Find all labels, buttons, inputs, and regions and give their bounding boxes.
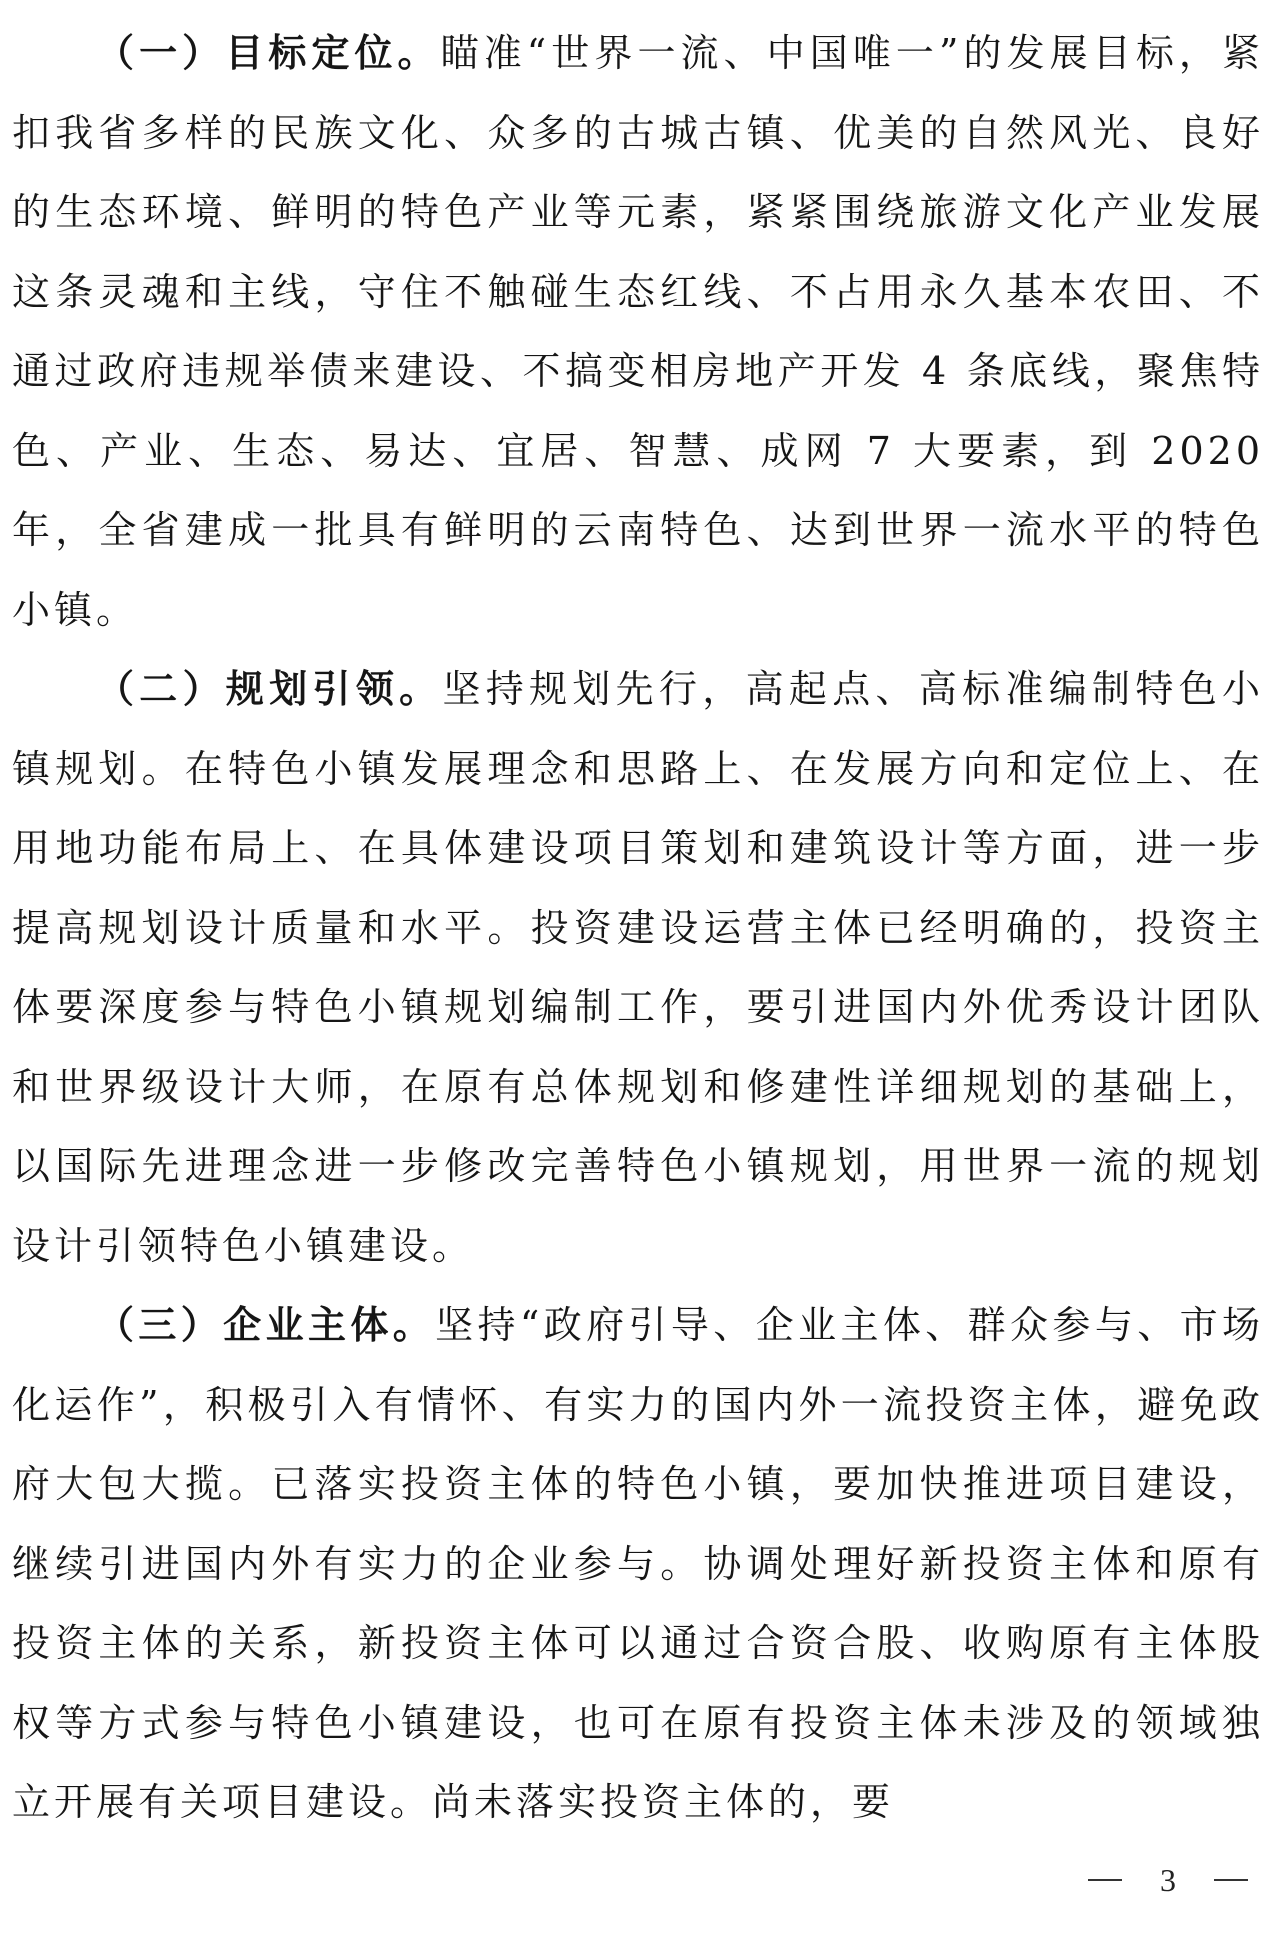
page-number-footer — [1088, 1860, 1248, 1900]
document-body — [12, 14, 1264, 1843]
paragraph-body: 坚持“政府引导、企业主体、群众参与、市场化运作”，积极引入有情怀、有实力的国内外一流投资主体，避免政府大包大揽。已落实投资主体的特色小镇，要加快推进项目建设，继续引进国内外有实力的企业参与。协调处理好新投资主体和原有投资主体的关系，新投资主体可以通过合资合股、收购原有主体股权等方式参与特色小镇建设，也可在原有投资主体未涉及的领域独立开展有关项目建设。尚未落实投资主体的，要 — [12, 1303, 1264, 1824]
page-number: 3 — [1160, 1862, 1176, 1898]
paragraph-body: 瞄准“世界一流、中国唯一”的发展目标，紧扣我省多样的民族文化、众多的古城古镇、优美的自然风光、良好的生态环境、鲜明的特色产业等元素，紧紧围绕旅游文化产业发展这条灵魂和主线，守住不触碰生态红线、不占用永久基本农田、不通过政府违规举债来建设、不搞变相房地产开发 4 条底线，聚焦特色、产业、生态、易达、宜居、智慧、成网 7 大要素，到 2020 年，全省建成一批具有鲜明的云南特色、达到世界一流水平的特色小镇。 — [12, 31, 1264, 632]
dash-left-decoration — [1088, 1879, 1122, 1881]
paragraph-heading: （一）目标定位。 — [96, 31, 441, 75]
paragraph-enterprise-subject — [12, 1286, 1264, 1843]
dash-right-decoration — [1214, 1879, 1248, 1881]
paragraph-planning-guidance — [12, 650, 1264, 1286]
paragraph-heading: （二）规划引领。 — [96, 667, 443, 711]
paragraph-heading: （三）企业主体。 — [96, 1303, 436, 1347]
paragraph-goal-positioning — [12, 14, 1264, 650]
paragraph-body: 坚持规划先行，高起点、高标准编制特色小镇规划。在特色小镇发展理念和思路上、在发展方向和定位上、在用地功能布局上、在具体建设项目策划和建筑设计等方面，进一步提高规划设计质量和水平。投资建设运营主体已经明确的，投资主体要深度参与特色小镇规划编制工作，要引进国内外优秀设计团队和世界级设计大师，在原有总体规划和修建性详细规划的基础上，以国际先进理念进一步修改完善特色小镇规划，用世界一流的规划设计引领特色小镇建设。 — [12, 667, 1264, 1268]
